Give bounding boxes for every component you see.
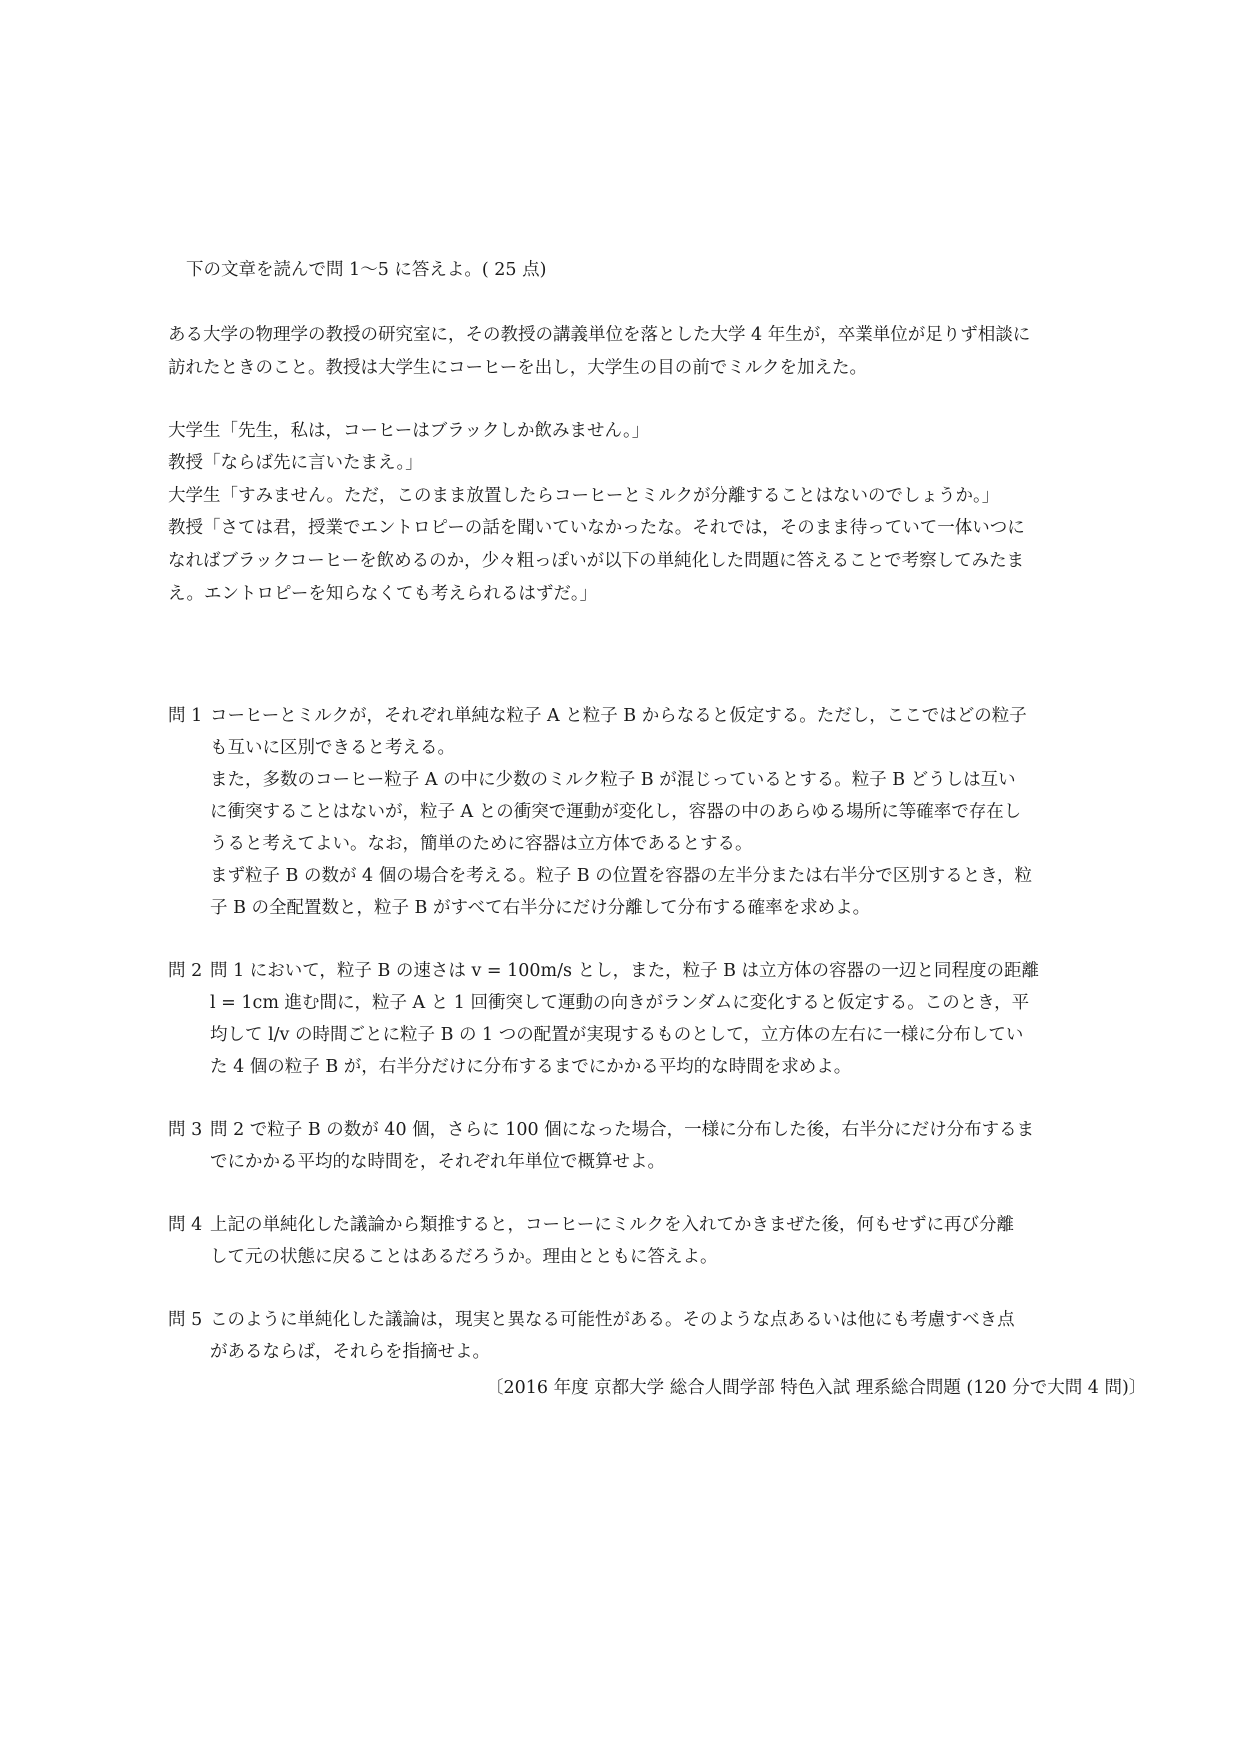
dialogue-line: 教授「ならば先に言いたまえ。」 bbox=[168, 453, 423, 473]
question-line: まず粒子 B の数が 4 個の場合を考える。粒子 B の位置を容器の左半分または右半分で区別するとき，粒 bbox=[210, 866, 1033, 886]
intro-line: 訪れたときのこと。教授は大学生にコーヒーを出し，大学生の目の前でミルクを加えた。 bbox=[168, 358, 867, 378]
question-line: また，多数のコーヒー粒子 A の中に少数のミルク粒子 B が混じっているとする。粒子 B どうしは互い bbox=[210, 770, 1016, 790]
question-line: でにかかる平均的な時間を，それぞれ年単位で概算せよ。 bbox=[210, 1152, 665, 1172]
question-line: も互いに区別できると考える。 bbox=[210, 738, 455, 758]
question-number: 問 4 bbox=[168, 1215, 203, 1235]
dialogue-line: え。エントロピーを知らなくても考えられるはずだ。」 bbox=[168, 584, 598, 604]
question-line: コーヒーとミルクが，それぞれ単純な粒子 A と粒子 B からなると仮定する。ただし，ここではどの粒子 bbox=[210, 706, 1027, 726]
question-line: うると考えてよい。なお，簡単のために容器は立方体であるとする。 bbox=[210, 834, 753, 854]
question-line: があるならば，それらを指摘せよ。 bbox=[210, 1342, 490, 1362]
question-line: 問 2 で粒子 B の数が 40 個，さらに 100 個になった場合，一様に分布した後，右半分にだけ分布するま bbox=[210, 1120, 1035, 1140]
question-number: 問 1 bbox=[168, 706, 203, 726]
dialogue-line: 教授「さては君，授業でエントロピーの話を聞いていなかったな。それでは，そのまま待っていて一体いつに bbox=[168, 518, 1025, 538]
instruction-text: 下の文章を読んで問 1〜5 に答えよ。( 25 点) bbox=[186, 260, 547, 280]
intro-line: ある大学の物理学の教授の研究室に，その教授の講義単位を落とした大学 4 年生が，卒業単位が足りず相談に bbox=[168, 325, 1031, 345]
dialogue-line: 大学生「すみません。ただ，このまま放置したらコーヒーとミルクが分離することはないのでしょうか。」 bbox=[168, 486, 1000, 506]
question-line: l = 1cm 進む間に，粒子 A と 1 回衝突して運動の向きがランダムに変化すると仮定する。このとき，平 bbox=[210, 993, 1030, 1013]
question-line: 問 1 において，粒子 B の速さは v = 100m/s とし，また，粒子 B は立方体の容器の一辺と同程度の距離 bbox=[210, 961, 1040, 981]
question-line: して元の状態に戻ることはあるだろうか。理由とともに答えよ。 bbox=[210, 1247, 718, 1267]
question-line: に衝突することはないが，粒子 A との衝突で運動が変化し，容器の中のあらゆる場所に等確率で存在し bbox=[210, 802, 1022, 822]
dialogue-line: 大学生「先生，私は，コーヒーはブラックしか飲みません。」 bbox=[168, 421, 650, 441]
question-line: た 4 個の粒子 B が，右半分だけに分布するまでにかかる平均的な時間を求めよ。 bbox=[210, 1057, 852, 1077]
question-line: このように単純化した議論は，現実と異なる可能性がある。そのような点あるいは他にも考慮すべき点 bbox=[210, 1310, 1015, 1330]
question-number: 問 5 bbox=[168, 1310, 203, 1330]
question-line: 上記の単純化した議論から類推すると，コーヒーにミルクを入れてかきまぜた後，何もせずに再び分離 bbox=[210, 1215, 1014, 1235]
question-line: 均して l/v の時間ごとに粒子 B の 1 つの配置が実現するものとして，立方体の左右に一様に分布してい bbox=[210, 1025, 1024, 1045]
question-line: 子 B の全配置数と，粒子 B がすべて右半分にだけ分離して分布する確率を求めよ。 bbox=[210, 898, 871, 918]
source-citation: 〔2016 年度 京都大学 総合人間学部 特色入試 理系総合問題 (120 分で大問 4 問)〕 bbox=[486, 1378, 1147, 1398]
dialogue-line: なればブラックコーヒーを飲めるのか，少々粗っぽいが以下の単純化した問題に答えることで考察してみたま bbox=[168, 551, 1025, 571]
question-number: 問 2 bbox=[168, 961, 203, 981]
question-number: 問 3 bbox=[168, 1120, 203, 1140]
